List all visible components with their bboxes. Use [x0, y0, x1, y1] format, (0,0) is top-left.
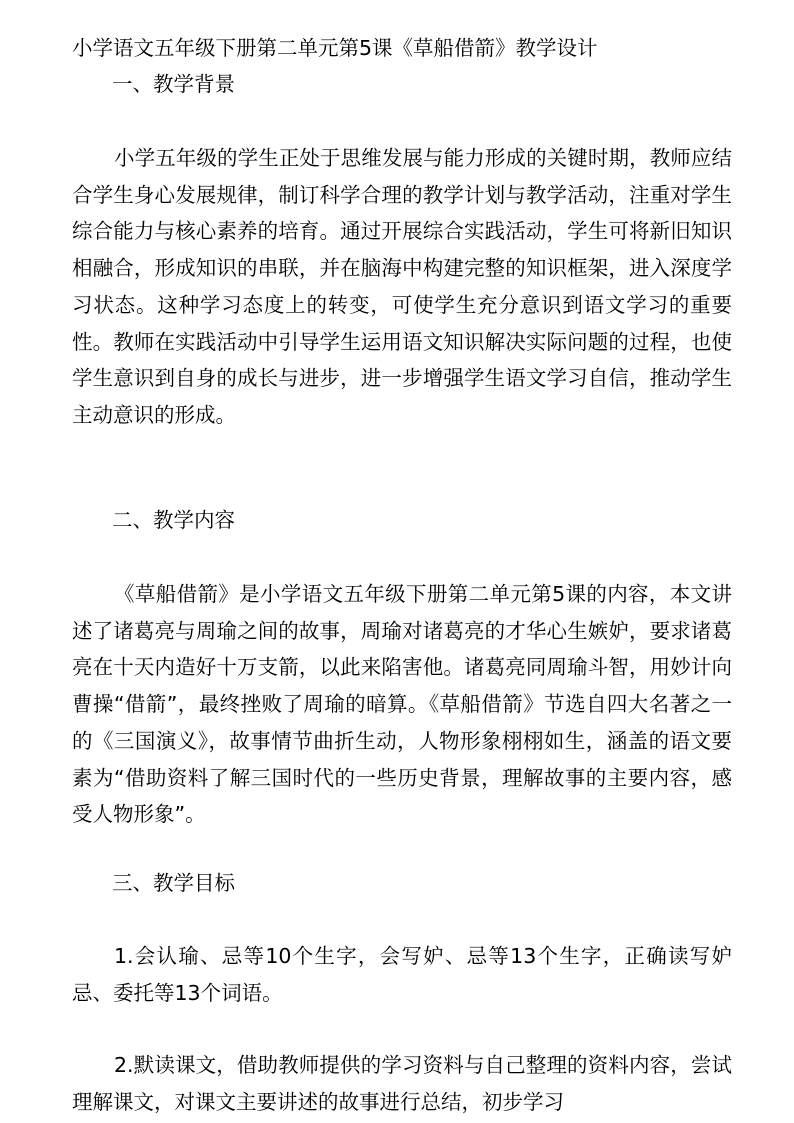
- paragraph-objective-2: 2.默读课文，借助教师提供的学习资料与自己整理的资料内容，尝试理解课文，对课文主要讲述的故事进行总结，初步学习: [72, 1053, 732, 1114]
- paragraph-content: 《草船借箭》是小学语文五年级下册第二单元第5课的内容，本文讲述了诸葛亮与周瑜之间的故事，周瑜对诸葛亮的才华心生嫉妒，要求诸葛亮在十天内造好十万支箭，以此来陷害他。诸葛亮同周瑜斗智，用妙计向曹操“借箭”，最终挫败了周瑜的暗算。《草船借箭》节选自四大名著之一的《三国演义》，故事情节曲折生动，人物形象栩栩如生，涵盖的语文要素为“借助资料了解三国时代的一些历史背景，理解故事的主要内容，感受人物形象”。: [72, 582, 732, 827]
- paragraph-background: 小学五年级的学生正处于思维发展与能力形成的关键时期，教师应结合学生身心发展规律，制订科学合理的教学计划与教学活动，注重对学生综合能力与核心素养的培育。通过开展综合实践活动，学生可将新旧知识相融合，形成知识的串联，并在脑海中构建完整的知识框架，进入深度学习状态。这种学习态度上的转变，可使学生充分意识到语文学习的重要性。教师在实践活动中引导学生运用语文知识解决实际问题的过程，也使学生意识到自身的成长与进步，进一步增强学生语文学习自信，推动学生主动意识的形成。: [72, 146, 732, 427]
- section-heading-content: 二、教学内容: [112, 508, 235, 532]
- section-heading-objectives: 三、教学目标: [112, 871, 235, 895]
- document-title: 小学语文五年级下册第二单元第5课《草船借箭》教学设计: [72, 36, 598, 60]
- paragraph-objective-1: 1.会认瑜、忌等10个生字，会写妒、忌等13个生字，正确读写妒忌、委托等13个词语。: [72, 944, 732, 1005]
- section-heading-background: 一、教学背景: [112, 72, 235, 96]
